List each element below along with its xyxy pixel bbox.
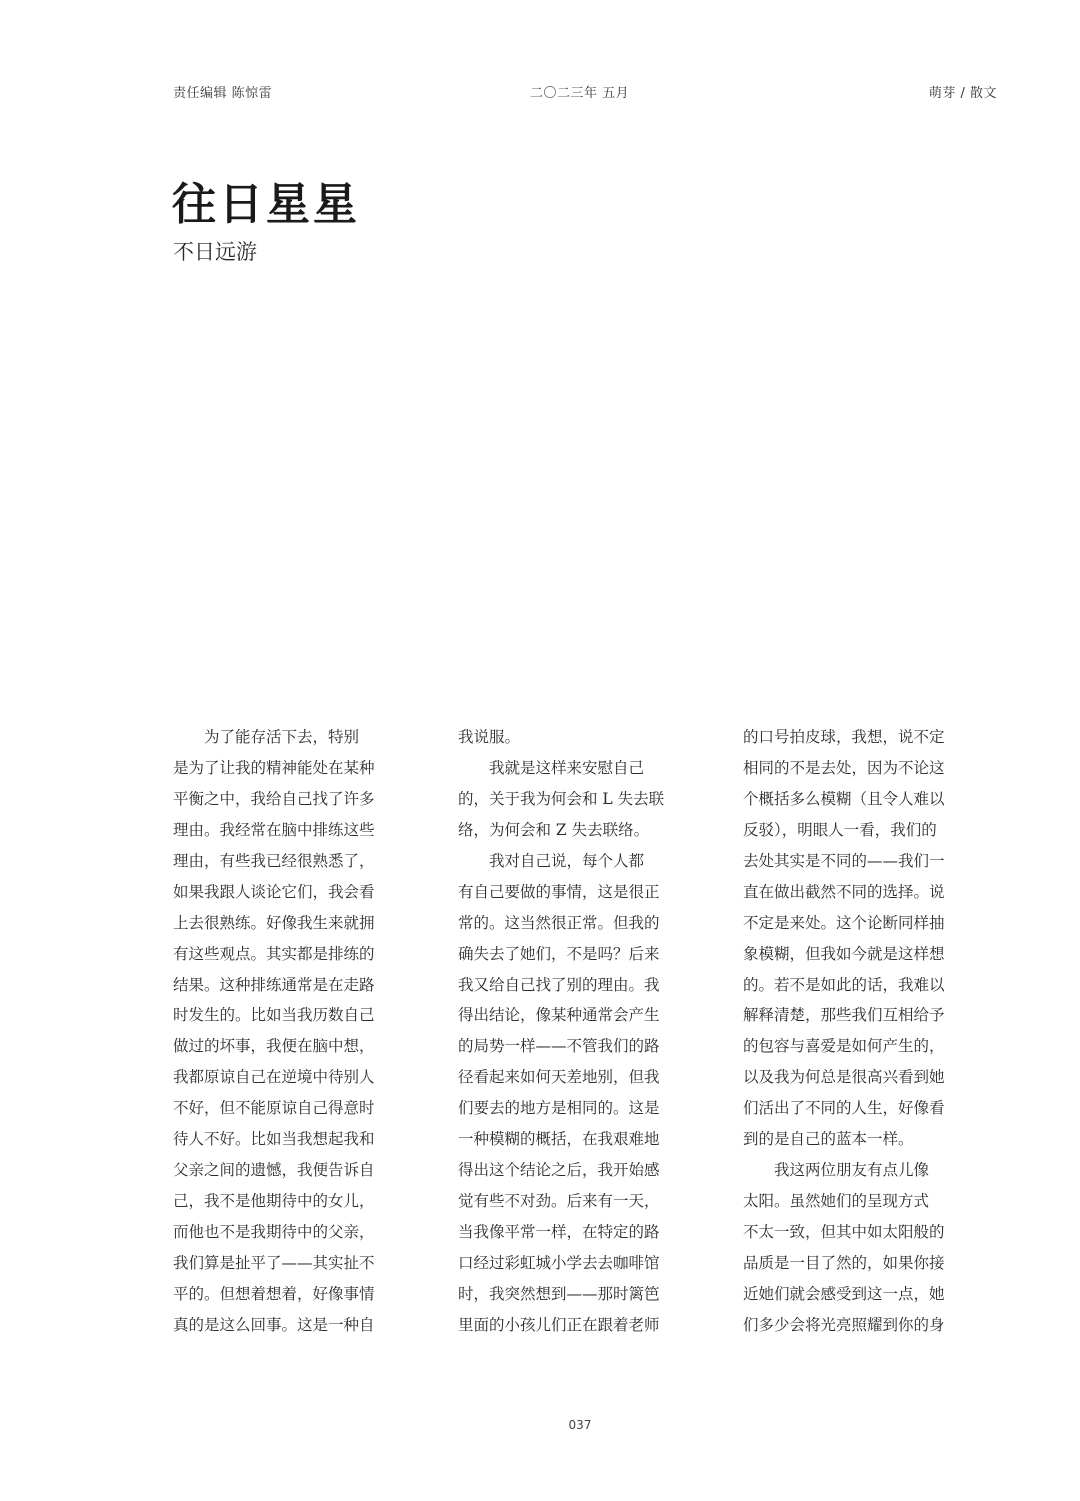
text-line: 理由，有些我已经很熟悉了， (173, 851, 375, 870)
text-line: 待人不好。比如当我想起我和 (173, 1130, 375, 1149)
text-line: 平的。但想着想着，好像事情 (173, 1284, 375, 1303)
text-line: 去处其实是不同的——我们一 (743, 851, 945, 870)
text-line: 们要去的地方是相同的。这是 (458, 1099, 660, 1118)
text-line: 的口号拍皮球，我想，说不定 (743, 728, 945, 746)
text-line: 象模糊，但我如今就是这样想 (743, 944, 945, 963)
text-line: 近她们就会感受到这一点，她 (743, 1284, 945, 1303)
text-line: 我就是这样来安慰自己 (458, 758, 645, 777)
text-line: 得出这个结论之后，我开始感 (458, 1161, 660, 1180)
text-line: 里面的小孩儿们正在跟着老师 (458, 1315, 660, 1334)
text-line: 当我像平常一样，在特定的路 (458, 1223, 660, 1241)
text-line: 如果我跟人谈论它们，我会看 (173, 882, 375, 901)
magazine-section: 萌芽 / 散文 (928, 86, 997, 101)
text-line: 径看起来如何天差地别，但我 (458, 1068, 660, 1087)
text-line: 我这两位朋友有点儿像 (743, 1161, 930, 1180)
text-line: 一种模糊的概括，在我艰难地 (458, 1130, 660, 1149)
text-line: 的包容与喜爱是如何产生的， (743, 1037, 945, 1056)
text-line: 口经过彩虹城小学去去咖啡馆 (458, 1253, 660, 1272)
text-line: 相同的不是去处，因为不论这 (743, 758, 945, 777)
text-line: 我对自己说，每个人都 (458, 851, 645, 870)
text-line: 到的是自己的蓝本一样。 (743, 1130, 914, 1149)
text-line: 是为了让我的精神能处在某种 (173, 758, 375, 777)
text-line: 不好，但不能原谅自己得意时 (173, 1099, 375, 1118)
text-line: 时，我突然想到——那时篱笆 (458, 1284, 660, 1303)
text-line: 品质是一目了然的，如果你接 (743, 1253, 945, 1272)
text-line: 的局势一样——不管我们的路 (458, 1037, 660, 1056)
text-line: 们多少会将光亮照耀到你的身 (743, 1315, 945, 1334)
text-line: 理由。我经常在脑中排练这些 (173, 820, 375, 839)
text-line: 平衡之中，我给自己找了许多 (173, 789, 375, 808)
text-line: 的。若不是如此的话，我难以 (743, 975, 945, 994)
text-line: 父亲之间的遗憾，我便告诉自 (173, 1161, 375, 1180)
text-line: 时发生的。比如当我历数自己 (173, 1006, 375, 1025)
text-line: 有这些观点。其实都是排练的 (173, 944, 375, 963)
text-line: 结果。这种排练通常是在走路 (173, 975, 375, 994)
article-title: 往日星星 (172, 179, 360, 230)
text-line: 得出结论，像某种通常会产生 (458, 1006, 660, 1025)
text-line: 络，为何会和 Z 失去联络。 (458, 820, 650, 839)
text-line: 解释清楚，那些我们互相给予 (743, 1006, 945, 1025)
text-line: 常的。这当然很正常。但我的 (458, 913, 660, 932)
text-line: 做过的坏事，我便在脑中想， (173, 1037, 375, 1056)
text-line: 个概括多么模糊（且令人难以 (743, 789, 945, 808)
text-line: 有自己要做的事情，这是很正 (458, 882, 660, 901)
text-line: 以及我为何总是很高兴看到她 (743, 1068, 945, 1087)
text-line: 不太一致，但其中如太阳般的 (743, 1223, 945, 1241)
issue-date: 二〇二三年 五月 (530, 86, 630, 101)
text-line: 们活出了不同的人生，好像看 (743, 1099, 945, 1118)
text-line: 真的是这么回事。这是一种自 (173, 1315, 375, 1334)
page-number: 037 (568, 1418, 592, 1432)
text-column-1 (173, 722, 423, 1341)
text-line: 己，我不是他期待中的女儿， (173, 1192, 375, 1211)
text-line: 上去很熟练。好像我生来就拥 (173, 913, 375, 932)
text-line: 太阳。虽然她们的呈现方式 (743, 1192, 930, 1211)
text-line: 直在做出截然不同的选择。说 (743, 882, 945, 901)
text-line: 我们算是扯平了——其实扯不 (173, 1253, 375, 1272)
text-line: 我都原谅自己在逆境中待别人 (173, 1068, 375, 1087)
text-column-2 (458, 722, 708, 1341)
text-column-3 (743, 722, 993, 1341)
text-line: 确失去了她们，不是吗？后来 (458, 944, 660, 963)
editor-credit: 责任编辑 陈惊雷 (173, 86, 273, 101)
text-line: 我又给自己找了别的理由。我 (458, 975, 660, 994)
text-line: 不定是来处。这个论断同样抽 (743, 913, 945, 932)
text-line: 的，关于我为何会和 L 失去联 (458, 789, 665, 808)
text-line: 觉有些不对劲。后来有一天， (458, 1192, 660, 1211)
article-author: 不日远游 (173, 240, 257, 264)
text-line: 为了能存活下去，特别 (173, 728, 360, 746)
text-line: 我说服。 (458, 728, 521, 746)
text-line: 而他也不是我期待中的父亲， (173, 1223, 375, 1241)
text-line: 反驳），明眼人一看，我们的 (743, 820, 937, 839)
